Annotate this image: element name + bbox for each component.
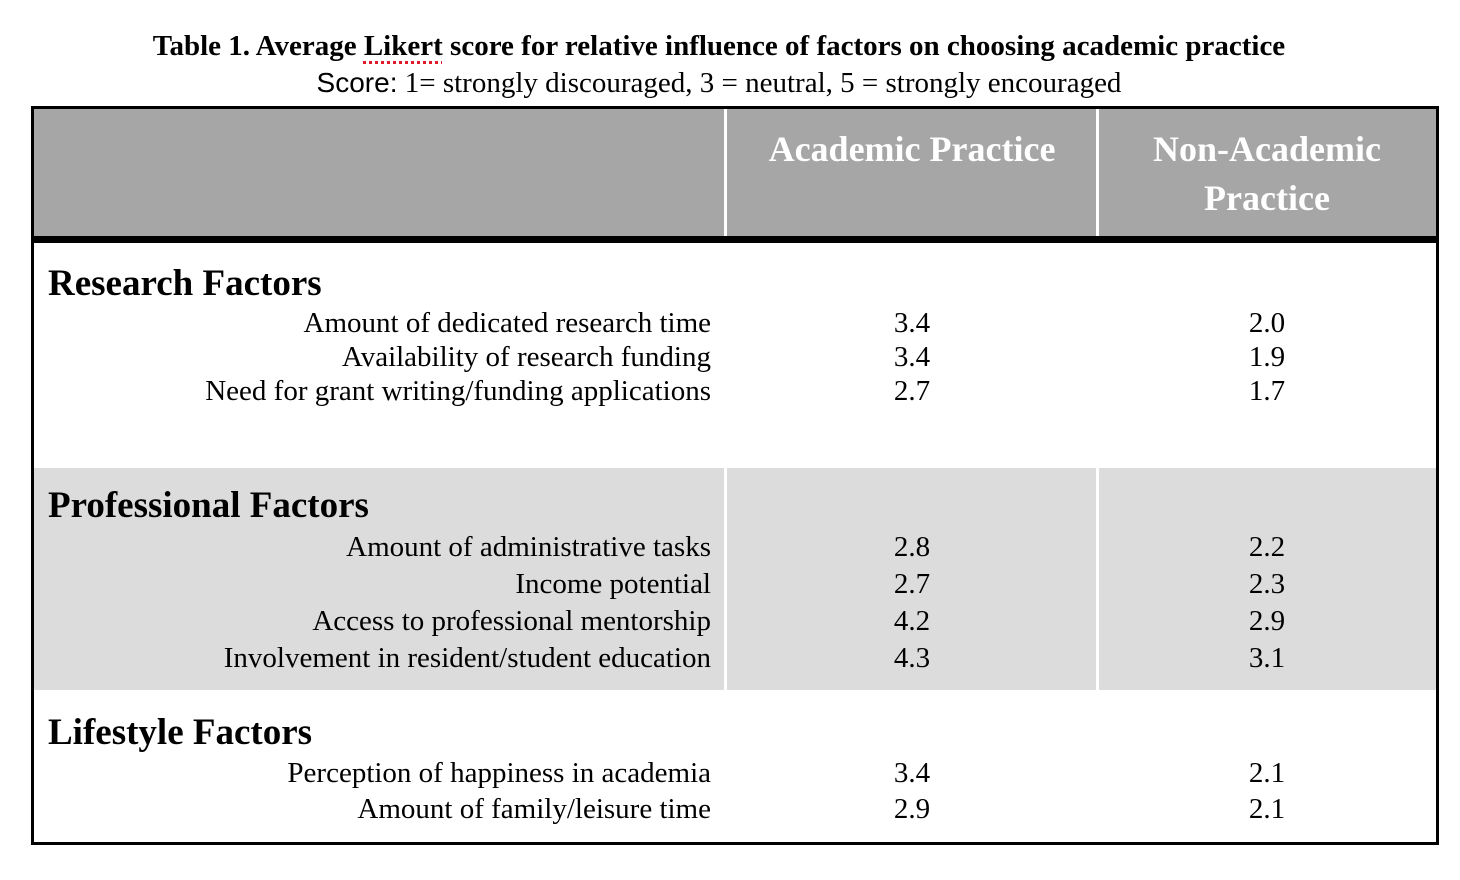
section-professional bbox=[34, 468, 1436, 690]
section-research bbox=[34, 243, 1436, 468]
section-title: Lifestyle Factors bbox=[48, 712, 313, 753]
table-row bbox=[34, 640, 1436, 676]
academic-score: 3.4 bbox=[893, 757, 931, 789]
academic-score: 3.4 bbox=[893, 341, 931, 373]
column-header-non-academic-line1: Non-Academic bbox=[1153, 129, 1381, 169]
academic-score: 2.8 bbox=[893, 531, 931, 563]
factor-label: Access to professional mentorship bbox=[312, 605, 711, 637]
likert-table bbox=[31, 106, 1439, 845]
column-header-non-academic bbox=[1098, 109, 1436, 236]
column-header-non-academic-line2: Practice bbox=[1204, 178, 1330, 218]
non-academic-score: 2.9 bbox=[1248, 605, 1286, 637]
factor-label: Amount of administrative tasks bbox=[346, 531, 711, 563]
column-divider bbox=[724, 468, 727, 690]
non-academic-score: 2.1 bbox=[1248, 757, 1286, 789]
table-row bbox=[34, 305, 1436, 341]
column-header-academic bbox=[726, 109, 1098, 236]
table-row bbox=[34, 373, 1436, 409]
title-prefix: Table 1. Average bbox=[152, 30, 364, 62]
column-divider bbox=[1096, 468, 1099, 690]
column-divider bbox=[724, 109, 727, 236]
factor-label: Need for grant writing/funding applications bbox=[205, 375, 711, 407]
academic-score: 2.9 bbox=[893, 793, 931, 825]
non-academic-score: 1.9 bbox=[1248, 341, 1286, 373]
column-divider bbox=[1096, 109, 1099, 236]
table-row bbox=[34, 603, 1436, 639]
title-likert-word: Likert bbox=[363, 30, 443, 62]
table-title bbox=[0, 28, 1438, 64]
factor-label: Perception of happiness in academia bbox=[287, 757, 711, 789]
table-row bbox=[34, 529, 1436, 565]
academic-score: 4.2 bbox=[893, 605, 931, 637]
score-label: Score: bbox=[316, 67, 398, 98]
non-academic-score: 3.1 bbox=[1248, 642, 1286, 674]
table-subtitle bbox=[0, 66, 1438, 100]
factor-label: Availability of research funding bbox=[341, 341, 711, 373]
non-academic-score: 1.7 bbox=[1248, 375, 1286, 407]
factor-label: Amount of family/leisure time bbox=[357, 793, 711, 825]
table-header bbox=[34, 109, 1436, 236]
header-separator bbox=[34, 236, 1436, 243]
section-title: Professional Factors bbox=[48, 485, 369, 526]
table-row bbox=[34, 791, 1436, 827]
column-header-academic-label: Academic Practice bbox=[768, 129, 1056, 169]
academic-score: 2.7 bbox=[893, 568, 931, 600]
section-lifestyle bbox=[34, 690, 1436, 842]
table-row bbox=[34, 566, 1436, 602]
factor-label: Income potential bbox=[515, 568, 711, 600]
factor-label: Amount of dedicated research time bbox=[303, 307, 711, 339]
non-academic-score: 2.1 bbox=[1248, 793, 1286, 825]
table-row bbox=[34, 339, 1436, 375]
section-title: Research Factors bbox=[48, 263, 322, 304]
score-scale-text: 1= strongly discouraged, 3 = neutral, 5 = strongly encouraged bbox=[397, 67, 1122, 99]
non-academic-score: 2.2 bbox=[1248, 531, 1286, 563]
title-suffix: score for relative influence of factors on choosing academic practice bbox=[442, 30, 1286, 62]
academic-score: 3.4 bbox=[893, 307, 931, 339]
non-academic-score: 2.0 bbox=[1248, 307, 1286, 339]
table-row bbox=[34, 755, 1436, 791]
academic-score: 4.3 bbox=[893, 642, 931, 674]
non-academic-score: 2.3 bbox=[1248, 568, 1286, 600]
academic-score: 2.7 bbox=[893, 375, 931, 407]
factor-label: Involvement in resident/student education bbox=[223, 642, 711, 674]
